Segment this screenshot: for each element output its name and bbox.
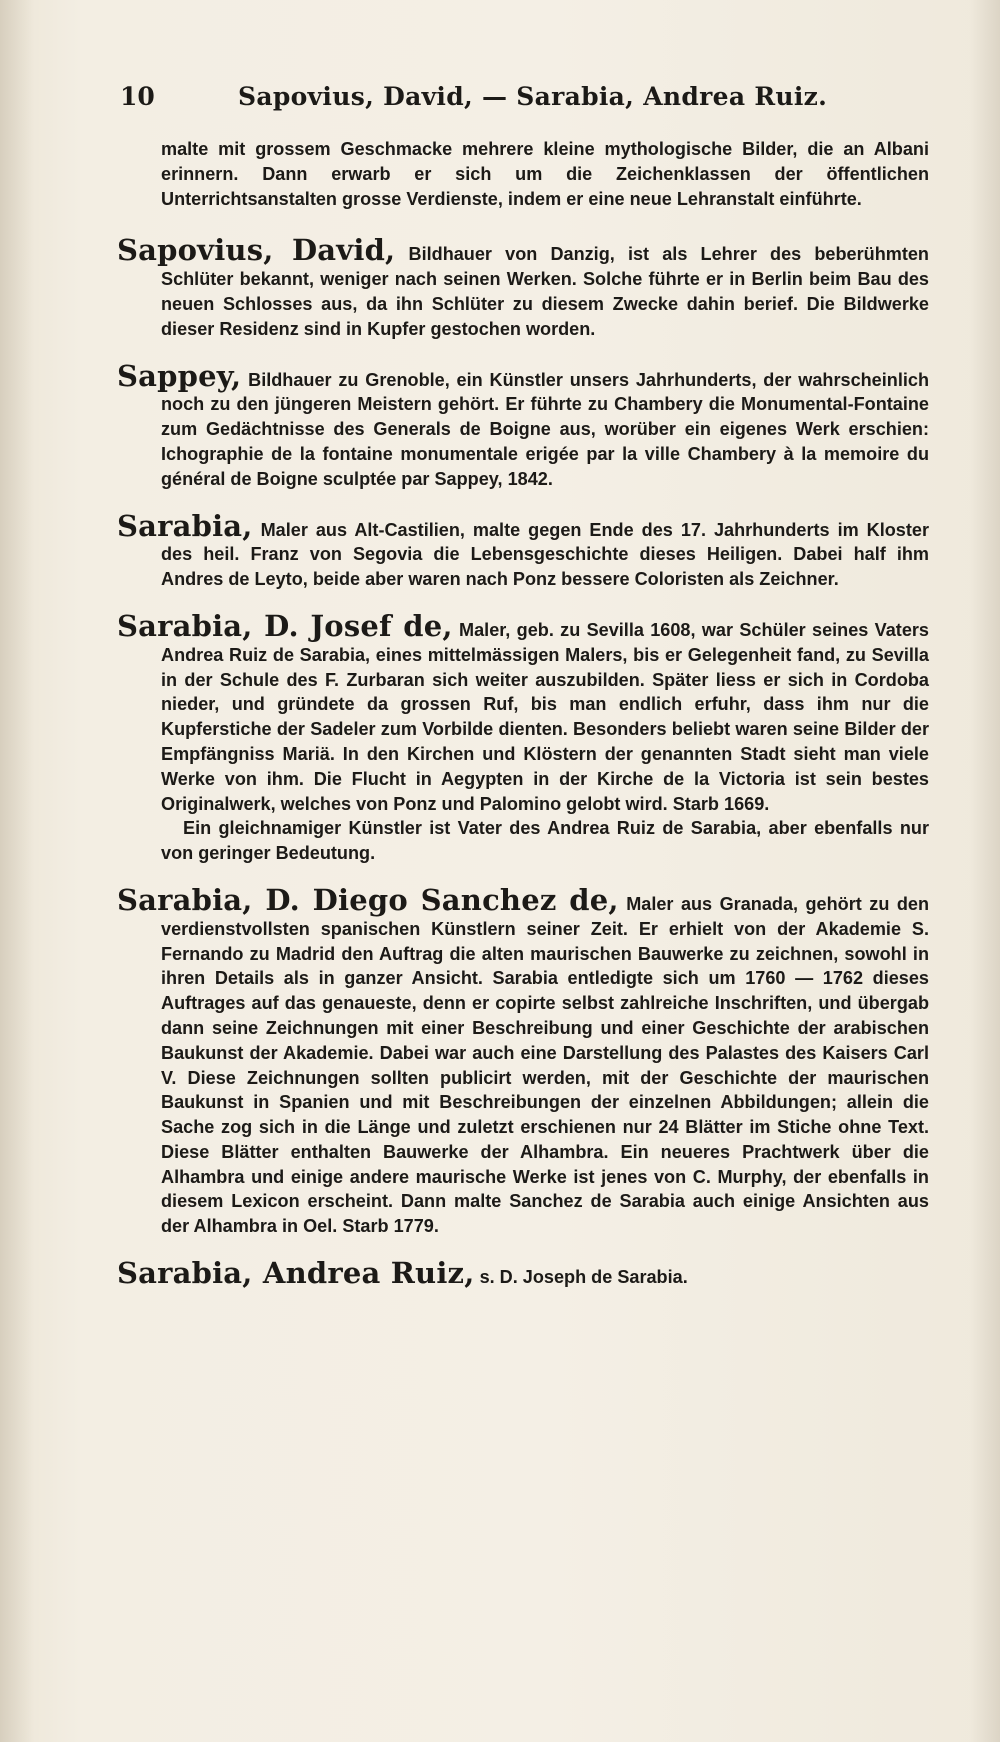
running-header (120, 82, 940, 122)
entry-headword: Sarabia, Andrea Ruiz, (117, 1256, 475, 1291)
entry-headword: Sarabia, D. Josef de, (117, 608, 453, 643)
entry-text: s. D. Joseph de Sarabia. (479, 1267, 688, 1288)
entry-sarabia (117, 508, 930, 592)
entry-text: Maler aus Granada, gehört zu den verdienstvollsten spanischen Künstlern seiner Zeit. Er erhielt von der Akademie S. Fernando zu Madrid den Auftrag die alten maurischen Bauwerke zu zeichnen, sowohl in ihren Details als in ganzer Ansicht. Sarabia entledigte sich um 1760 — 1762 dieses Auftrages auf das genaueste, denn er copirte selbst zahlreiche Inschriften, und übergab dann seine Zeichnungen mit einer Beschreibung und einer Geschichte der arabischen Baukunst der Akademie. Dabei war auch eine Darstellung des Palastes des Kaisers Carl V. Diese Zeichnungen sollten publicirt werden, mit der Geschichte der maurischen Baukunst in Spanien und mit Beschreibungen der einzelnen Abbildungen; allein die Sache zog sich in die Länge und zuletzt erschienen nur 24 Blätter im Stiche ohne Text. Diese Blätter enthalten Bauwerke der Alhambra. Ein neueres Prachtwerk über die Alhambra und einige andere maurische Werke ist jenes von C. Murphy, der ebenfalls in diesem Lexicon erscheint. Dann malte Sanchez de Sarabia auch einige Ansichten aus der Alhambra in Oel. Starb 1779. (161, 893, 930, 1237)
entry-addendum: Ein gleichnamiger Künstler ist Vater des Andrea Ruiz de Sarabia, aber ebenfalls nur von geringer Bedeutung. (161, 818, 929, 864)
entry-headword: Sappey, (117, 358, 242, 393)
entry-headword: Sarabia, D. Diego Sanchez de, (117, 882, 619, 917)
page-edge-shadow (970, 0, 1000, 1742)
entry-text: Maler aus Alt-Castilien, malte gegen Ende des 17. Jahrhunderts im Kloster des heil. Franz von Segovia die Lebensgeschichte dieses Heiligen. Dabei half ihm Andres de Leyto, beide aber waren nach Ponz bessere Coloristen als Zeichner. (161, 519, 930, 590)
entry-sarabia-diego (117, 882, 930, 1239)
continued-entry (161, 137, 929, 211)
entry-headword: Sarabia, (117, 508, 253, 543)
entry-text: malte mit grossem Geschmacke mehrere kleine mythologische Bilder, die an Albani erinnern. Dann erwarb er sich um die Zeichenklassen der öffentlichen Unterrichtsanstalten grosse Verdienste, indem er eine neue Lehranstalt einführte. (161, 139, 929, 209)
running-title: Sapovius, David, — Sarabia, Andrea Ruiz. (238, 82, 828, 111)
entry-text: Maler, geb. zu Sevilla 1608, war Schüler seines Vaters Andrea Ruiz de Sarabia, eines mittelmässigen Malers, bis er Gelegenheit fand, zu Sevilla in der Schule des F. Zurbaran sich weiter auszubilden. Später liess er sich in Cordoba nieder, und gründete da grossen Ruf, bis man endlich erfuhr, dass ihm nur die Kupferstiche der Sadeler zum Vorbilde dienten. Besonders beliebt waren seine Bilder der Empfängniss Mariä. In den Kirchen und Klöstern der genannten Stadt sieht man viele Werke von ihm. Die Flucht in Aegypten in der Kirche de la Victoria ist sein bestes Originalwerk, welches von Ponz und Palomino gelobt wird. Starb 1669. (161, 619, 929, 814)
entry-text: Bildhauer von Danzig, ist als Lehrer des beberühmten Schlüter bekannt, weniger nach seinen Werken. Solche führte er in Berlin beim Bau des neuen Schlosses aus, da ihn Schlüter zu diesem Zwecke dahin berief. Die Bildwerke dieser Residenz sind in Kupfer gestochen worden. (161, 244, 929, 339)
entry-headword: Sapovius, David, (117, 233, 396, 268)
entry-sapovius-david (117, 233, 929, 341)
page-body (117, 137, 930, 1291)
entry-text: Bildhauer zu Grenoble, ein Künstler unsers Jahrhunderts, der wahrscheinlich noch zu den jüngeren Meistern gehört. Er führte zu Chambery die Monumental-Fontaine zum Gedächtnisse des Generals de Boigne aus, worüber ein eigenes Werk erschien: Ichographie de la fontaine monumentale erigée par la ville Chambery à la memoire du général de Boigne sculptée par Sappey, 1842. (161, 369, 929, 489)
entry-sappey (117, 358, 929, 492)
entry-sarabia-andrea (117, 1256, 929, 1291)
entry-sarabia-josef (117, 608, 929, 866)
page-number: 10 (120, 82, 155, 111)
spine-shadow (0, 0, 34, 1742)
